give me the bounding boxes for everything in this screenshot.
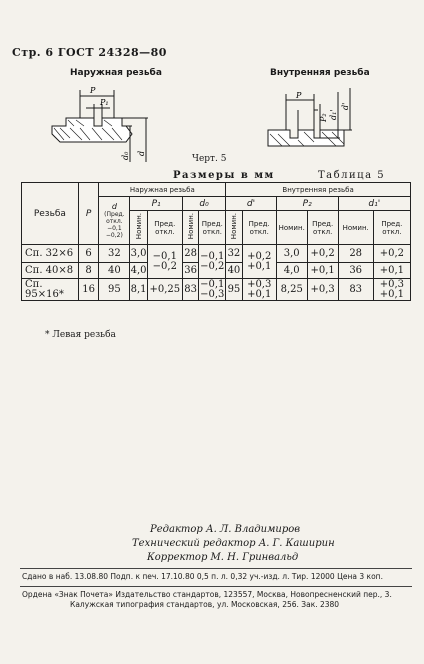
outer-thread-title: Наружная резьба <box>70 68 162 78</box>
h-nom: Номин. <box>276 211 307 245</box>
h-dev: Пред. откл. <box>147 211 182 245</box>
h-nom: Номин. <box>226 211 243 245</box>
label-d0: d₀ <box>121 151 130 160</box>
col-d1prime: d₁' <box>338 197 410 211</box>
inner-thread-title: Внутренняя резьба <box>270 68 370 78</box>
h-dev: Пред. откл. <box>307 211 338 245</box>
h-dev: Пред. откл. <box>373 211 410 245</box>
group-inner: Внутренняя резьба <box>226 183 411 197</box>
figure-caption: Черт. 5 <box>192 154 227 164</box>
label-p-inner: P <box>296 91 302 100</box>
outer-thread-drawing <box>40 84 170 164</box>
corrector-credit: Корректор М. Н. Гринвальд <box>147 552 299 563</box>
table-number: Таблица 5 <box>318 170 386 181</box>
col-p1: P₁ <box>130 197 183 211</box>
inner-thread-drawing <box>262 84 372 156</box>
group-outer: Наружная резьба <box>99 183 226 197</box>
label-p: P <box>90 86 96 95</box>
page-header: Стр. 6 ГОСТ 24328—80 <box>12 46 167 59</box>
label-d1prime: d₁' <box>329 109 338 120</box>
label-p2: P₂ <box>319 113 328 122</box>
imprint-line-3: Калужская типография стандартов, ул. Московская, 256. Зак. 2380 <box>70 600 340 609</box>
table-row: Сп. 32×6 6 32 3,0 −0,1 −0,2 28 −0,1 −0,2 32 +0,2 +0,1 3,0 +0,2 28 +0,2 <box>22 245 411 263</box>
label-d: d <box>137 150 146 156</box>
table-row: Сп. 40×8 8 40 4,0 36 40 4,0 +0,1 36 +0,1 <box>22 263 411 279</box>
h-dev: Пред. откл. <box>242 211 276 245</box>
tech-editor-credit: Технический редактор А. Г. Каширин <box>132 538 335 549</box>
imprint-line-1: Сдано в наб. 13.08.80 Подп. к печ. 17.10.80 0,5 п. л. 0,32 уч.-изд. л. Тир. 12000 Цена 3 коп. <box>22 572 383 581</box>
h-nom: Номин. <box>338 211 373 245</box>
col-p: P <box>78 183 99 245</box>
editor-credit: Редактор А. Л. Владимиров <box>150 524 301 535</box>
h-nom: Номин. <box>130 211 147 245</box>
label-dprime: d' <box>341 102 350 110</box>
col-d: d (Пред. откл. −0,1 −0,2) <box>99 197 130 245</box>
imprint-divider-2 <box>20 586 412 587</box>
h-nom: Номин. <box>182 211 199 245</box>
col-d0: d₀ <box>182 197 225 211</box>
col-p2: P₂ <box>276 197 338 211</box>
imprint-divider <box>20 568 412 569</box>
col-thread: Резьба <box>22 183 79 245</box>
h-dev: Пред. откл. <box>199 211 226 245</box>
table-row: Сп. 95×16* 16 95 8,1 +0,25 83 −0,1 −0,3 95 +0,3 +0,1 8,25 +0,3 83 +0,3 +0,1 <box>22 279 411 301</box>
imprint-line-2: Ордена «Знак Почета» Издательство стандартов, 123557, Москва, Новопресненский пер., 3. <box>22 590 392 599</box>
thread-dimensions-table <box>21 182 411 301</box>
label-p1: P₁ <box>100 98 109 107</box>
col-dprime: d' <box>226 197 277 211</box>
units-note: Размеры в мм <box>173 170 275 181</box>
footnote: * Левая резьба <box>45 330 116 340</box>
